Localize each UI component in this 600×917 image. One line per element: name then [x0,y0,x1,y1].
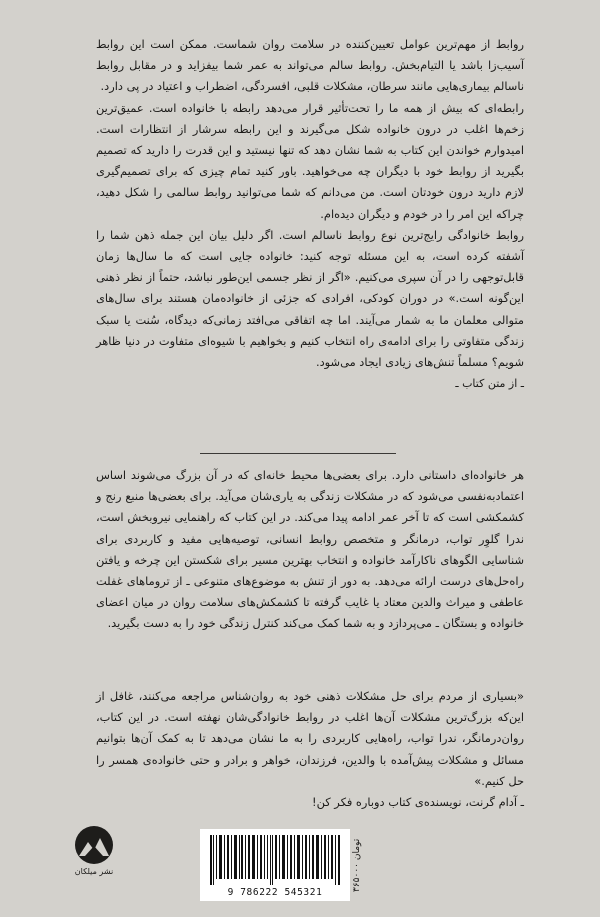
book-excerpt [96,34,524,394]
mountains-icon [75,826,113,864]
excerpt-paragraph: روابط از مهم‌ترین عوامل تعیین‌کننده در سلامت روان شماست. ممکن است این روابط آسیب‌زا باشد یا التیام‌بخش. روابط سالم می‌تواند به عمر شما بیفزاید و در مقابل روابط ناسالم بیماری‌هایی مانند سرطان، مشکلات قلبی، افسردگی، اضطراب و اعتیاد در پی دارد. [96,37,524,94]
section-divider [200,453,396,454]
endorsement [96,686,524,813]
excerpt-paragraph: رابطه‌ای که بیش از همه ما را تحت‌تأثیر قرار می‌دهد رابطه با خانواده است. عمیق‌ترین زخم‌ها اغلب در درون خانواده شکل می‌گیرند و این رابطه سرشار از انتظارات است. امیدوارم خواندن این کتاب به شما نشان دهد که تنها نیستید و این قدرت را دارید که تصمیم بگیرید از روابط خود با دیگران چه می‌خواهید. باور کنید تمام چیزی که برای تصمیم‌گیری لازم دارید درون خودتان است. من می‌دانم که شما می‌توانید روابط سالمی را شکل دهید، چراکه این امر را در خودم و دیگران دیده‌ام. [96,100,524,221]
price-label: ۳۶۵۰۰۰ تومان [352,838,362,892]
isbn-barcode [200,829,350,901]
excerpt-paragraph: روابط خانوادگی رایج‌ترین نوع روابط ناسالم است. اگر دلیل بیان این جمله ذهن شما را آشفته کرده است، به این مسئله توجه کنید: خانواده جایی است که ما سال‌ها زمان قابل‌توجهی را در آن سپری می‌کنیم. «اگر از نظر جسمی این‌طور نباشد، حتماً از نظر ذهنی این‌گونه است.» در دوران کودکی، افرادی که جزئی از خانواده‌مان هستند برای سال‌های متوالی معلمان ما به شمار می‌آیند. اما چه اتفاقی می‌افتد زمانی‌که دیدگاه، سُنت یا سبک زندگی متفاوتی را برای ادامه‌ی راه انتخاب کنیم و بخواهیم با شیوه‌ای متفاوت در دنیا ظاهر شویم؟ مسلماً تنش‌های زیادی ایجاد می‌شود. [96,227,524,370]
publisher-logo [72,826,116,890]
excerpt-source: ـ از متن کتاب ـ [455,377,524,391]
publisher-name: نشر میلکان [74,867,114,876]
endorsement-author: ـ آدام گرنت، نویسنده‌ی کتاب دوباره فکر کن! [312,795,524,810]
isbn-number: 9 786222 545321 [227,887,323,898]
barcode-icon [210,835,340,885]
book-description [96,465,524,635]
description-text: هر خانواده‌ای داستانی دارد. برای بعضی‌ها محیط خانه‌ای که در آن بزرگ می‌شوند اساس اعتمادبه‌نفسی می‌شود که در مشکلات زندگی به یاری‌شان می‌آید. برای بعضی‌ها منبع رنج و کشمکشی است که تا آخر عمر ادامه پیدا می‌کند. در این کتاب که راهنمایی نیروبخش است، ندرا گلوِر تواب، درمانگر و متخصص روابط انسانی، توصیه‌هایی مفید و کاربردی برای شناسایی الگوهای ناکارآمد خانواده و انتخاب بهترین مسیر برای شکستن این چرخه و یافتن راه‌حل‌های درست ارائه می‌دهد. به دور از تنش به موضوع‌های متنوعی ـ از تروماهای غفلت عاطفی و میراث والدین معتاد یا غایب گرفته تا کشمکش‌های سلامت روان در میان اعضای خانواده و بستگان ـ می‌پردازد و به شما کمک می‌کند کنترل زندگی خود را به دست بگیرید. [96,468,524,631]
endorsement-quote: «بسیاری از مردم برای حل مشکلات ذهنی خود به روان‌شناس مراجعه می‌کنند، غافل از این‌که بزرگ‌ترین مشکلات آن‌ها اغلب در روابط خانوادگی‌شان نهفته است. در این کتاب، روان‌درمانگر، ندرا تواب، راه‌هایی کاربردی را به ما نشان می‌دهد تا به کمک آن‌ها بتوانیم مسائل و مشکلات پیش‌آمده با والدین، فرزندان، خواهر و برادر و حتی خانواده‌ی همسر را حل کنیم.» [96,689,524,788]
